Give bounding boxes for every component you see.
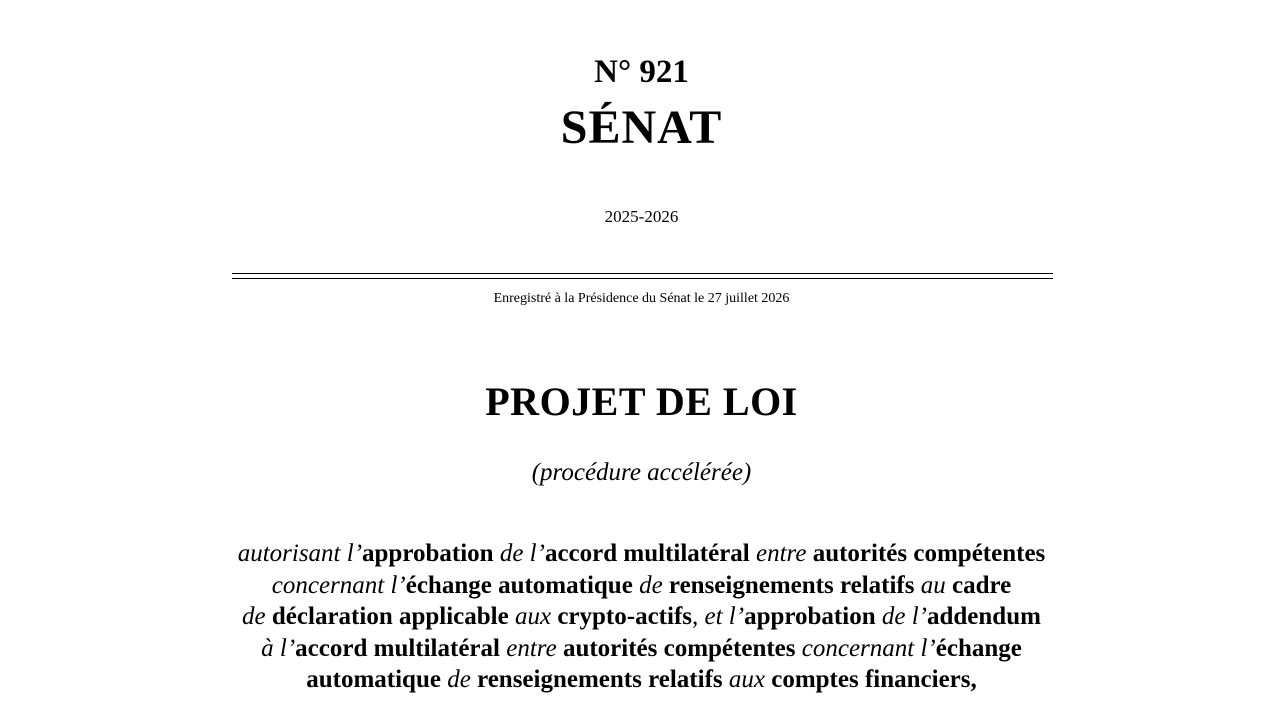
bill-title-line [0, 601, 1280, 633]
session-years: 2025-2026 [604, 207, 679, 226]
bill-title-italic-text: au [914, 571, 952, 599]
bill-title-italic-text: , et l’ [692, 603, 745, 630]
bill-title-bold-text: approbation [744, 603, 876, 630]
bill-title [0, 538, 1280, 696]
bill-title-line [0, 633, 1280, 665]
bill-title-bold-text: autorités compétentes [562, 634, 796, 662]
procedure-note: (procédure accélérée) [531, 459, 752, 486]
bill-title-italic-text: de [440, 666, 478, 693]
bill-title-line [0, 664, 1280, 696]
bill-title-bold-text: addendum [926, 603, 1041, 630]
bill-title-bold-text: accord multilatéral [544, 540, 750, 567]
bill-title-bold-text: crypto-actifs [557, 603, 692, 630]
bill-title-italic-text: concernant l’ [271, 571, 406, 599]
bill-title-bold-text: déclaration applicable [271, 603, 509, 630]
registration-note: Enregistré à la Présidence du Sénat le 27 juillet 2026 [493, 291, 790, 306]
bill-title-bold-text: , [970, 666, 977, 693]
bill-title-italic-text: autorisant l’ [237, 540, 363, 567]
bill-title-bold-text: échange [935, 634, 1022, 662]
document-number: N° 921 [594, 54, 689, 90]
document-type: PROJET DE LOI [485, 379, 798, 424]
bill-title-italic-text: de l’ [875, 603, 927, 630]
bill-title-italic-text: de l’ [493, 540, 545, 567]
bill-title-italic-text: de [242, 603, 272, 630]
bill-title-bold-text: accord multilatéral [295, 634, 500, 662]
bill-title-bold-text: échange automatique [405, 571, 633, 599]
bill-title-italic-text: entre [499, 634, 563, 662]
bill-title-bold-text: autorités compétentes [812, 540, 1046, 567]
divider-bottom [232, 278, 1053, 279]
bill-title-bold-text: renseignements relatifs [477, 666, 723, 693]
bill-title-bold-text: automatique [306, 666, 441, 693]
bill-title-italic-text: concernant l’ [795, 634, 936, 662]
bill-title-line [0, 570, 1280, 602]
bill-title-bold-text: approbation [362, 540, 494, 567]
bill-title-italic-text: aux [722, 666, 772, 693]
bill-title-italic-text: aux [508, 603, 558, 630]
chamber-name: SÉNAT [560, 101, 723, 154]
bill-title-line [0, 538, 1280, 570]
bill-title-bold-text: renseignements relatifs [668, 571, 915, 599]
bill-title-italic-text: entre [749, 540, 813, 567]
bill-title-italic-text: à l’ [261, 634, 296, 662]
bill-title-bold-text: cadre [951, 571, 1012, 599]
divider-top [232, 273, 1053, 274]
bill-title-bold-text: comptes financiers [771, 666, 971, 693]
bill-title-italic-text: de [632, 571, 669, 599]
